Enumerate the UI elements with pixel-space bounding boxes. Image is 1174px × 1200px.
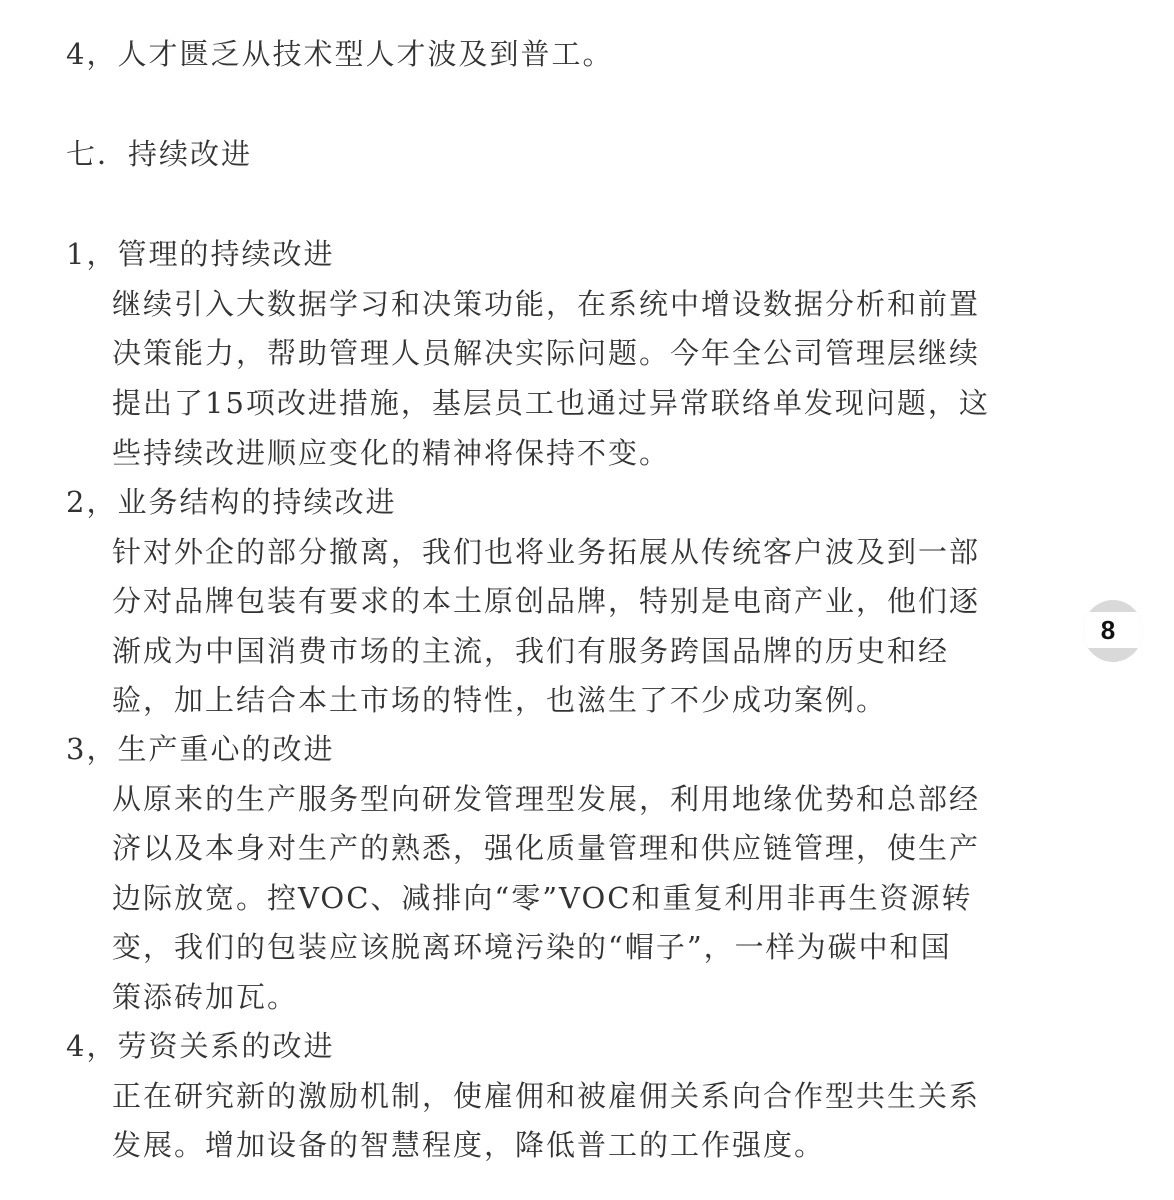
page-number-badge [1083,600,1143,662]
paragraph-line: 决策能力，帮助管理人员解决实际问题。今年全公司管理层继续 [112,336,981,370]
paragraph-line: 些持续改进顺应变化的精神将保持不变。 [112,436,671,470]
subheading-labor-relations-improvement: 4，劳资关系的改进 [66,1029,335,1063]
subheading-business-structure-improvement: 2，业务结构的持续改进 [66,485,397,519]
paragraph-line: 边际放宽。控VOC、减排向“零”VOC和重复利用非再生资源转 [112,881,973,915]
list-item-talent-shortage: 4，人才匮乏从技术型人才波及到普工。 [66,37,614,71]
paragraph-line: 针对外企的部分撤离，我们也将业务拓展从传统客户波及到一部 [112,535,981,569]
page-number: 8 [1100,615,1116,645]
paragraph-line: 提出了15项改进措施，基层员工也通过异常联络单发现问题，这 [112,386,990,420]
section-heading-continuous-improvement: 七．持续改进 [66,137,253,171]
subheading-management-improvement: 1，管理的持续改进 [66,237,335,271]
paragraph-line: 继续引入大数据学习和决策功能，在系统中增设数据分析和前置 [112,287,981,321]
paragraph-line: 从原来的生产服务型向研发管理型发展，利用地缘优势和总部经 [112,782,981,816]
paragraph-line: 策添砖加瓦。 [112,980,299,1014]
paragraph-line: 正在研究新的激励机制，使雇佣和被雇佣关系向合作型共生关系 [112,1079,981,1113]
paragraph-line: 分对品牌包装有要求的本土原创品牌，特别是电商产业，他们逐 [112,584,981,618]
paragraph-line: 渐成为中国消费市场的主流，我们有服务跨国品牌的历史和经 [112,634,950,668]
paragraph-line: 验，加上结合本土市场的特性，也滋生了不少成功案例。 [112,683,888,717]
paragraph-line: 发展。增加设备的智慧程度，降低普工的工作强度。 [112,1128,826,1162]
subheading-production-focus-improvement: 3，生产重心的改进 [66,732,335,766]
paragraph-line: 济以及本身对生产的熟悉，强化质量管理和供应链管理，使生产 [112,831,981,865]
paragraph-line: 变，我们的包装应该脱离环境污染的“帽子”，一样为碳中和国 [112,930,952,964]
